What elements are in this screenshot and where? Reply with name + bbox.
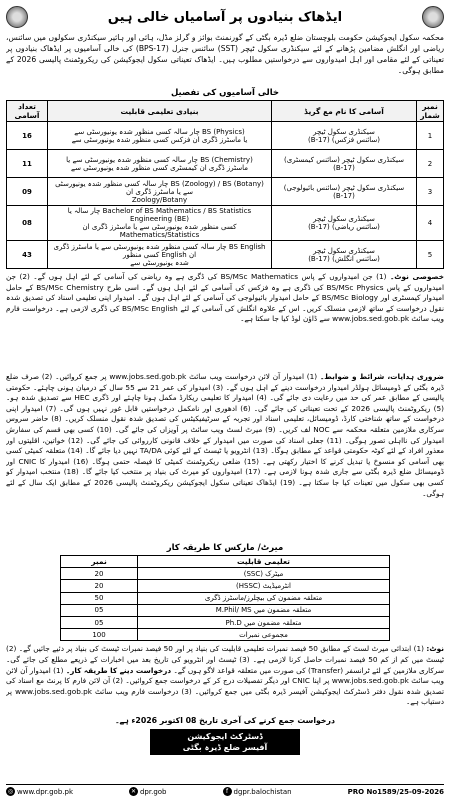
page-title: ایڈھاک بنیادوں پر آسامیاں خالی ہیں <box>107 9 343 25</box>
marks-value: 20 <box>61 568 138 580</box>
row-sr: 4 <box>417 206 444 241</box>
post-name: سیکنڈری سکول ٹیچر (سائنس بائیولوجی) <box>283 183 405 192</box>
posts-table <box>6 100 444 269</box>
signature-line2: آفیسر ضلع ڈیرہ بگٹی <box>182 743 268 753</box>
post-name: سیکنڈری سکول ٹیچر (سائنس کیمسٹری) <box>284 155 404 164</box>
row-sr: 5 <box>417 241 444 269</box>
header-sr: نمبر شمار <box>417 101 444 122</box>
posts-table-header <box>7 101 444 122</box>
marks-table <box>60 555 390 641</box>
signature-box <box>150 729 300 755</box>
post-grade: (سائنس انگلش) (B-17) <box>308 254 380 263</box>
footer-site <box>6 787 73 796</box>
globe-icon: ◎ <box>7 788 14 795</box>
row-qualification <box>48 241 272 269</box>
row-sr: 2 <box>417 150 444 178</box>
qual-main: BS English چار سالہ کسی منظور شدہ یونیورسٹی سے یا ماسٹرز ڈگری ان English کسی منظور <box>53 242 266 259</box>
qual-sub: Zoology/Botany <box>131 195 188 204</box>
table-row <box>61 616 390 628</box>
qual-sub: یا ماسٹرز ڈگری ان فزکس کسی منظور شدہ یونیورسٹی سے <box>71 135 248 144</box>
footer <box>6 784 444 796</box>
education-logo-icon <box>422 6 444 28</box>
header-marks: نمبر <box>61 556 138 568</box>
header <box>6 4 444 30</box>
header-marks-qual: تعلیمی قابلیت <box>138 556 390 568</box>
marks-value: 50 <box>61 592 138 604</box>
footer-handle1 <box>129 787 167 796</box>
intro-paragraph: محکمہ سکول ایجوکیشن حکومت بلوچستان ضلع ڈیرہ بگٹی کے گورنمنٹ بوائز و گرلز مڈل، ہائی اور ہائیر سیکنڈری سکولوں میں سائنس، ریاضی اور انگلش مضامین پڑھانے کے لئے سیکنڈری سکول ٹیچر (SST) سائنس جنرل (BPS-17) کی خالی آسامیوں پر ایڈھاک بنیادوں پر تعیناتی کے لئے مقامی اور اہل امیدواروں سے درخواستیں مطلوب ہیں۔ ایڈھاک تعیناتی سکول ایجوکیشن کی ریکروٹمنٹ پالیسی 2026 کے مطابق ہوگی۔ <box>6 33 444 75</box>
header-post: آسامی کا نام مع گریڈ <box>272 101 417 122</box>
notes-label: نوٹ: <box>426 644 444 654</box>
row-qualification <box>48 178 272 206</box>
post-grade: (سائنس فزکس) (B-17) <box>307 135 381 144</box>
marks-qual: متعلقہ مضمون کی بیچلرز/ماسٹرز ڈگری <box>138 592 390 604</box>
twitter-icon: ✕ <box>130 788 136 795</box>
qual-sub: کسی منظور شدہ یونیورسٹی سے یا ماسٹرز ڈگری ان Mathematics/Statistics <box>82 223 237 239</box>
row-post <box>272 122 417 150</box>
table-row <box>7 241 444 269</box>
row-post <box>272 150 417 178</box>
marks-section-title: میرٹ/ مارکس کا طریقہ کار <box>166 543 284 553</box>
apply-label: درخواست دینے کا طریقہ کار۔ <box>65 665 172 675</box>
header-count: تعداد آسامی <box>7 101 48 122</box>
footer-handle2 <box>223 787 292 796</box>
row-sr: 1 <box>417 122 444 150</box>
notes-text: (1) ابتدائی میرٹ لسٹ کے مطابق 50 فیصد نمبرات تعلیمی قابلیت کی بنیاد پر اور 50 فیصد نمبرات ٹیسٹ کی بنیاد پر دئیے جائیں گے۔ (2) ٹیسٹ میں کم از کم 50 فیصد نمبرات حاصل کرنا لازمی ہے۔ (3) ٹیسٹ اور انٹرویو کی تاریخ بعد میں اخبارات کے ذریعے مطلع کی جائے گی۔ سرکاری ملازمین کے لئے ٹرانسفر (Transfer) کی صورت میں متعلقہ قواعد لاگو ہوں گے۔ <box>6 644 444 675</box>
row-post <box>272 178 417 206</box>
special-note-label: خصوصی نوٹ۔ <box>389 272 444 281</box>
row-count: 43 <box>7 241 48 269</box>
table-row <box>7 122 444 150</box>
table-row <box>61 629 390 641</box>
row-qualification <box>48 206 272 241</box>
post-grade: (B-17) <box>333 191 355 200</box>
qual-main: BS (Physics) چار سالہ کسی منظور شدہ یونیورسٹی سے <box>74 127 245 136</box>
apply-text: (1) امیدوار آن لائن ویب سائٹ www.jobs.sed.gob.pk پر اپنا CNIC اور دیگر تفصیلات درج کر کے درخواست جمع کروائیں۔ (2) آن لائن فارم کا پرنٹ مع اسناد کی تصدیق شدہ نقول دفتر ڈسٹرکٹ ایجوکیشن آفیسر ڈیرہ بگٹی میں جمع کروائیں۔ (3) درخواست فارم ویب سائٹ www.jobs.sed.gob.pk پر دستیاب ہے۔ <box>6 665 444 707</box>
table-row <box>7 150 444 178</box>
table-row <box>61 580 390 592</box>
instructions-label: ضروری ہدایات، شرائط و ضوابط۔ <box>319 372 444 381</box>
post-grade: (سائنس ریاضی) (B-17) <box>308 223 380 231</box>
qual-sub: ماسٹرز ڈگری ان کیمسٹری کسی منظور شدہ یونیورسٹی سے <box>70 163 249 172</box>
marks-qual: انٹرمیڈیٹ (HSSC) <box>138 580 390 592</box>
row-post <box>272 241 417 269</box>
row-count: 16 <box>7 122 48 150</box>
qual-main: BS (Chemistry) چار سالہ کسی منظور شدہ یونیورسٹی سے یا <box>66 155 253 164</box>
marks-table-header <box>61 556 390 568</box>
row-qualification <box>48 122 272 150</box>
marks-qual: مجموعی نمبرات <box>138 629 390 641</box>
post-name: سیکنڈری سکول ٹیچر <box>313 246 375 255</box>
pro-number: PRO No1589/25-09-2026 <box>347 787 444 796</box>
signature-line1: ڈسٹرکٹ ایجوکیشن <box>187 732 263 742</box>
post-name: سیکنڈری سکول ٹیچر <box>313 127 375 136</box>
qual-sub: شدہ یونیورسٹی سے <box>130 258 189 267</box>
marks-qual: متعلقہ مضمون میں Ph.D <box>138 616 390 628</box>
table-row <box>7 178 444 206</box>
instructions <box>6 372 444 540</box>
row-count: 11 <box>7 150 48 178</box>
notes <box>6 644 444 714</box>
instructions-text: (1) امیدوار آن لائن درخواست ویب سائٹ www.jobs.sed.gob.pk پر جمع کروائیں۔ (2) صرف ضلع ڈیرہ بگٹی کے ڈومیسائل ہولڈر امیدوار درخواست دینے کے اہل ہوں گے۔ (3) امیدوار کی عمر 21 سے 55 سال کے درمیان ہونی چاہئے۔ حکومتی پالیسی کے مطابق عمر کی حد میں رعایت دی جائے گی۔ (4) امیدوار کا تعلیمی ریکارڈ مکمل ہونا چاہئے اور ڈگری HEC سے تصدیق شدہ ہو۔ (5) ریکروٹمنٹ پالیسی 2026 کے تحت تعیناتی کی جائے گی۔ (6) ادھوری اور نامکمل درخواستیں قابل غور نہیں ہوں گی۔ (7) امیدوار اپنی درخواست کے ساتھ شناختی کارڈ، ڈومیسائل، تعلیمی اسناد اور تجربہ کے سرٹیفیکیٹس کی تصدیق شدہ نقول منسلک کریں۔ (8) حاضر سروس سرکاری ملازمین متعلقہ محکمہ سے NOC لف کریں۔ (9) میرٹ لسٹ ویب سائٹ پر آویزاں کی جائے گی۔ (10) کسی بھی قسم کی سفارش امیدوار کی نااہلی تصور ہوگی۔ (11) جعلی اسناد کی صورت میں امیدوار کے خلاف قانونی کارروائی کی جائے گی۔ (12) خواتین، اقلیتوں اور معذور افراد کے لئے کوٹہ حکومتی قواعد کے مطابق ہوگا۔ (13) انٹرویو یا ٹیسٹ کے لئے کوئی TA/DA نہیں دیا جائے گا۔ (14) متعلقہ کمیٹی کسی بھی آسامی کو منسوخ یا تبدیل کرنے کا اختیار رکھتی ہے۔ (15) ضلعی ریکروٹمنٹ کمیٹی کا فیصلہ حتمی ہوگا۔ (16) امیدوار کا CNIC اور ڈومیسائل ضلع ڈیرہ بگٹی سے جاری شدہ ہونا لازمی ہے۔ (17) امیدواروں کو میرٹ کی بنیاد پر منتخب کیا جائے گا۔ (18) منتخب امیدوار کو کسی بھی سکول میں تعینات کیا جا سکتا ہے۔ (19) ایڈھاک تعیناتی سکول ایجوکیشن ریکروٹمنٹ پالیسی 2026 کے مطابق ایک سال کے لئے ہوگی۔ <box>6 372 444 498</box>
qual-main: Bachelor of BS Mathematics / BS Statistics چار سالہ یا Engineering (BE) <box>67 207 252 223</box>
marks-value: 05 <box>61 616 138 628</box>
marks-value: 05 <box>61 604 138 616</box>
post-grade: (B-17) <box>333 163 355 172</box>
row-count: 09 <box>7 178 48 206</box>
row-sr: 3 <box>417 178 444 206</box>
govt-logo-icon <box>6 6 28 28</box>
special-note-text: (1) جن امیدواروں کے پاس BS/MSc Mathematics کی ڈگری ہے وہ ریاضی کی آسامی کے لئے اہل ہوں گے۔ (2) جن امیدواروں کے پاس BS/MSc Physics کی ڈگری ہے وہ فزکس کی آسامی کے لئے اہل ہوں گے۔ اسی طرح BS/MSc Chemistry کے حامل امیدوار کیمسٹری اور BS/MSc Biology کے حامل امیدوار بائیولوجی کی آسامی کے لئے اہل ہوں گے۔ امیدوار اپنی تعلیمی اسناد کی تصدیق شدہ نقول درخواست کے ساتھ لازمی منسلک کریں۔ اس کے علاوہ انگلش کی آسامی کے لئے BS/MSc English کی ڈگری لازمی ہے۔ درخواست فارم ویب سائٹ www.jobs.sed.gob.pk سے ڈاؤن لوڈ کیا جا سکتا ہے۔ <box>6 272 444 324</box>
table-row <box>7 206 444 241</box>
footer-site-text: www.dpr.gob.pk <box>17 787 73 796</box>
row-count: 08 <box>7 206 48 241</box>
marks-value: 100 <box>61 629 138 641</box>
table-row <box>61 568 390 580</box>
table-row <box>61 604 390 616</box>
table-row <box>61 592 390 604</box>
posts-section-title: خالی آسامیوں کی تفصیل <box>170 88 280 98</box>
qual-main: BS (Zoology) / BS (Botany) چار سالہ کسی منظور شدہ یونیورسٹی سے یا ماسٹرز ڈگری ان <box>55 179 264 196</box>
row-qualification <box>48 150 272 178</box>
marks-qual: میٹرک (SSC) <box>138 568 390 580</box>
header-qualification: بنیادی تعلیمی قابلیت <box>48 101 272 122</box>
deadline: درخواست جمع کرنے کی آخری تاریخ 08 اکتوبر 2026ء ہے۔ <box>114 716 335 726</box>
footer-handle2-text: dgpr.balochistan <box>233 787 292 796</box>
marks-qual: متعلقہ مضمون میں M.Phil/ MS <box>138 604 390 616</box>
facebook-icon: f <box>223 787 232 796</box>
post-name: سیکنڈری سکول ٹیچر <box>313 215 375 223</box>
marks-value: 20 <box>61 580 138 592</box>
footer-handle1-text: dpr.gob <box>139 787 167 796</box>
row-post <box>272 206 417 241</box>
special-note <box>6 272 444 372</box>
